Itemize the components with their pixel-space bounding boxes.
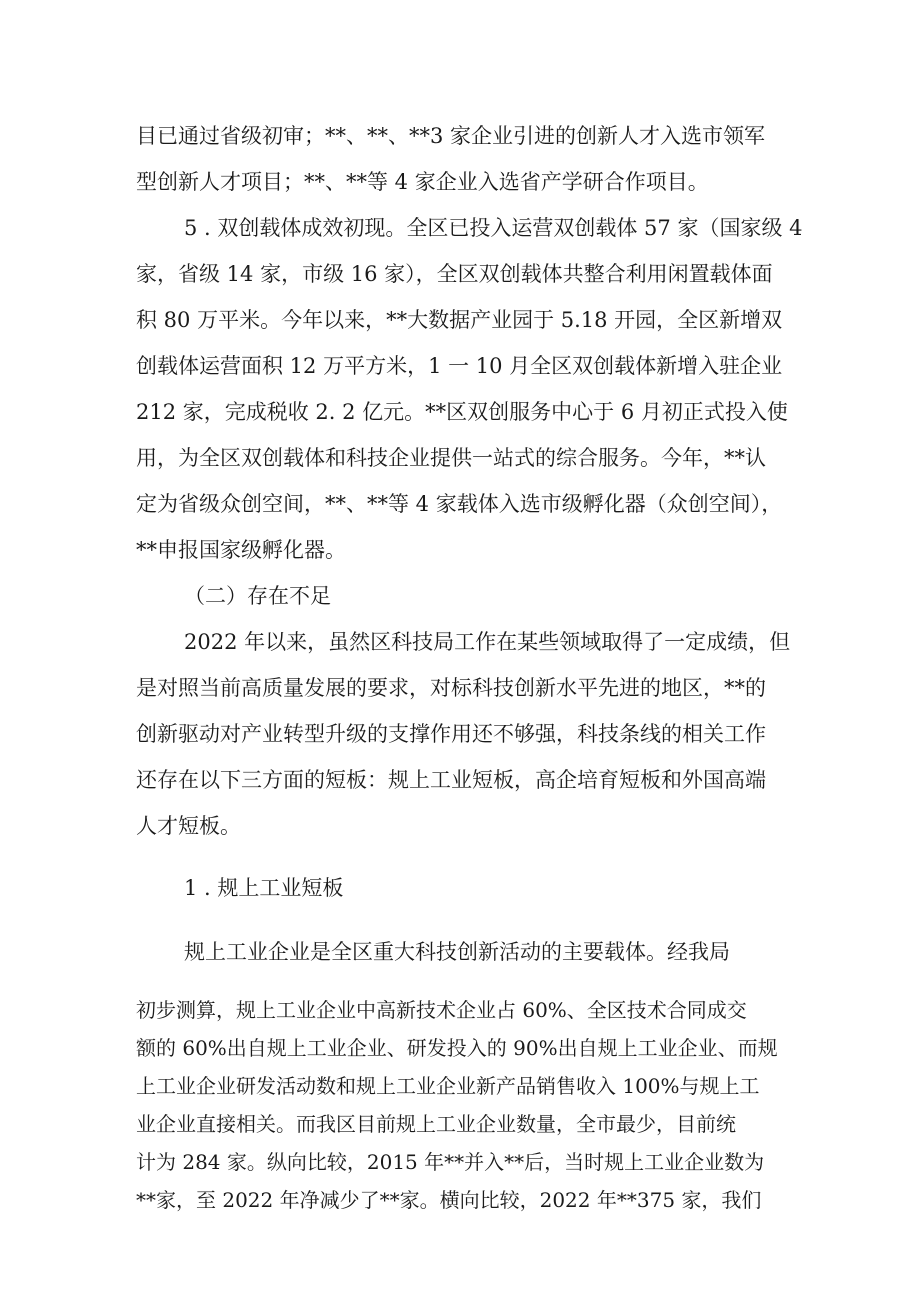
text-line: 型创新人才项目；**、**等 4 家企业入选省产学研合作项目。 (136, 170, 709, 194)
text-line: 家，省级 14 家，市级 16 家），全区双创载体共整合利用闲置载体面 (136, 262, 773, 286)
text-line: 是对照当前高质量发展的要求，对标科技创新水平先进的地区，**的 (136, 676, 766, 700)
text-line: 创新驱动对产业转型升级的支撑作用还不够强，科技条线的相关工作 (136, 722, 766, 746)
text-line: 额的 60%出自规上工业企业、研发投入的 90%出自规上工业企业、而规 (136, 1036, 778, 1060)
text-line: 用，为全区双创载体和科技企业提供一站式的综合服务。今年，**认 (136, 446, 766, 470)
list-item-heading: 5 . 双创载体成效初现。全区已投入运营双创载体 57 家（国家级 4 (184, 216, 803, 240)
text-line: **家，至 2022 年净减少了**家。横向比较，2022 年**375 家，我们 (136, 1188, 762, 1212)
text-line: 定为省级众创空间，**、**等 4 家载体入选市级孵化器（众创空间）， (136, 492, 783, 516)
text-line: 212 家，完成税收 2. 2 亿元。**区双创服务中心于 6 月初正式投入使 (136, 400, 788, 424)
text-line: 人才短板。 (136, 814, 241, 838)
text-line: 初步测算，规上工业企业中高新技术企业占 60%、全区技术合同成交 (136, 998, 747, 1022)
text-line: 业企业直接相关。而我区目前规上工业企业数量，全市最少，目前统 (136, 1112, 736, 1136)
text-line: 2022 年以来，虽然区科技局工作在某些领域取得了一定成绩，但 (184, 630, 791, 654)
text-line: 目已通过省级初审；**、**、**3 家企业引进的创新人才入选市领军 (136, 124, 766, 148)
text-line: 还存在以下三方面的短板：规上工业短板，高企培育短板和外国高端 (136, 768, 766, 792)
text-line: 规上工业企业是全区重大科技创新活动的主要载体。经我局 (184, 940, 730, 964)
section-heading: （二）存在不足 (184, 584, 331, 608)
subsection-heading: 1 . 规上工业短板 (184, 876, 344, 900)
text-line: 计为 284 家。纵向比较，2015 年**并入**后，当时规上工业企业数为 (136, 1150, 765, 1174)
text-line: 创载体运营面积 12 万平方米，1 一 10 月全区双创载体新增入驻企业 (136, 354, 783, 378)
text-line: 上工业企业研发活动数和规上工业企业新产品销售收入 100%与规上工 (136, 1074, 760, 1098)
text-line: 积 80 万平米。今年以来，**大数据产业园于 5.18 开园，全区新增双 (136, 308, 783, 332)
text-line: **申报国家级孵化器。 (136, 538, 346, 562)
